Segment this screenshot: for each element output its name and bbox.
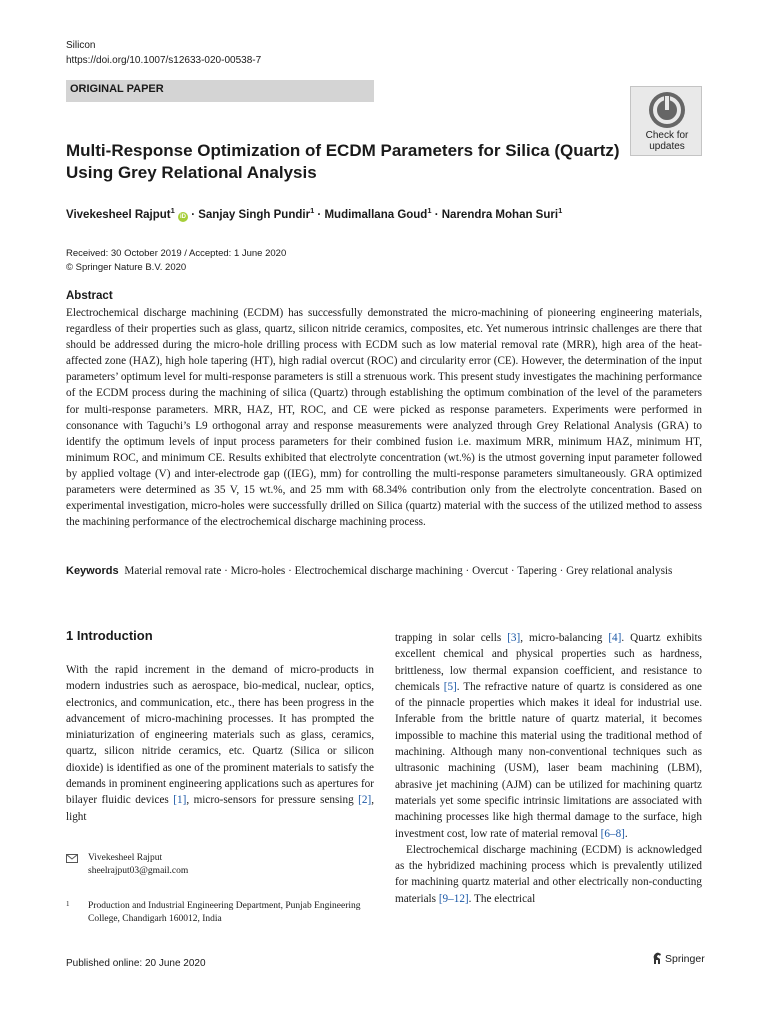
keywords xyxy=(66,563,702,579)
corresponding-author-footnote xyxy=(66,852,188,878)
author-list: Vivekesheel Rajput$^1$ iD · Sanjay Singh Pundir$^1$ · Mudimallana Goud$^1$ · Narendra Mohan Suri$^1$ xyxy=(66,206,563,221)
body-text: . The electrical xyxy=(468,892,536,905)
keywords-text: Material removal rate · Micro-holes · Electrochemical discharge machining · Overcut · Tapering · Grey relational analysis xyxy=(124,565,673,577)
body-text: . The refractive nature of quartz is considered as one of the pinnacle properties which makes it ideal for industrial use. Inferable from the brittle nature of quartz material, it becomes impossible to machine this material using the traditional method of machining. Although many non-conventional techniques such as ultrasonic machining (USM), laser beam machining (LBM), abrasive jet machining (AJM) can be utilized for machining quartz materials yet some specific intrinsic limitations are associated with machining processes like high thermal damage to the surface, high investment cost, low rate of material removal xyxy=(395,680,702,840)
author-email-link[interactable]: sheelrajput03@gmail.com xyxy=(88,866,189,876)
body-text: . xyxy=(624,827,628,840)
author-footnote-name: Vivekesheel Rajput xyxy=(88,853,163,863)
author-affiliation-mark: 1 xyxy=(170,206,175,215)
body-text: , micro-balancing xyxy=(520,632,609,644)
springer-horse-icon xyxy=(651,952,663,965)
copyright-notice: © Springer Nature B.V. 2020 xyxy=(66,262,187,273)
orcid-icon[interactable]: iD xyxy=(180,213,186,220)
citation-link[interactable]: [5] xyxy=(443,680,457,693)
body-text: With the rapid increment in the demand of micro-products in modern industries such as aerospace, bio-medical, nuclear, optics, electronics, and communication, etc., there has been progress in the advancement of micro-machining processes. It has prompted the miniaturization of engineering materials such as glass, ceramics, quartz, silicon nitride ceramics, etc. Quartz (Silica or silicon dioxide) is identified as one of the prominent materials to satisfy the demands in prominent engineering applications such as apertures for bilayer fluidic devices xyxy=(66,664,374,807)
check-for-updates-badge[interactable] xyxy=(630,86,702,156)
author-name[interactable]: Narendra Mohan Suri xyxy=(441,208,559,221)
badge-line-1: Check for xyxy=(645,130,689,141)
envelope-icon xyxy=(66,854,78,863)
journal-name: Silicon xyxy=(66,40,96,51)
abstract-heading: Abstract xyxy=(66,290,113,302)
author-affiliation-mark: 1 xyxy=(558,206,563,215)
body-text: trapping in solar cells xyxy=(395,632,508,644)
affiliation-text: Production and Industrial Engineering Department, Punjab Engineering College, Chandigarh 160012, India xyxy=(88,901,361,924)
affiliation-footnote xyxy=(66,900,378,926)
received-accepted-dates: Received: 30 October 2019 / Accepted: 1 June 2020 xyxy=(66,248,287,259)
paragraph xyxy=(395,630,702,842)
citation-link[interactable]: [1] xyxy=(173,794,187,807)
author-name[interactable]: Vivekesheel Rajput xyxy=(66,208,171,221)
paper-title: Multi-Response Optimization of ECDM Parameters for Silica (Quartz) Using Grey Relational Analysis xyxy=(66,141,620,182)
paragraph xyxy=(395,842,702,907)
affiliation-mark: 1 xyxy=(66,900,70,908)
keywords-label: Keywords xyxy=(66,565,119,577)
citation-link[interactable]: [9–12] xyxy=(438,892,469,905)
body-text-column-1 xyxy=(66,662,374,825)
body-text-column-2 xyxy=(395,630,702,907)
paper-type-label: ORIGINAL PAPER xyxy=(66,80,374,102)
citation-link[interactable]: [6–8] xyxy=(600,827,625,840)
author-affiliation-mark: 1 xyxy=(310,206,315,215)
publisher-name: Springer xyxy=(665,953,705,965)
citation-link[interactable]: [3] xyxy=(507,632,521,644)
citation-link[interactable]: [2] xyxy=(358,794,372,807)
author-name[interactable]: Mudimallana Goud xyxy=(324,208,428,221)
doi-link[interactable]: https://doi.org/10.1007/s12633-020-00538-7 xyxy=(66,55,262,66)
author-affiliation-mark: 1 xyxy=(427,206,432,215)
author-name[interactable]: Sanjay Singh Pundir xyxy=(198,208,311,221)
published-online-date: Published online: 20 June 2020 xyxy=(66,958,206,969)
check-for-updates-icon xyxy=(647,90,687,130)
section-heading-introduction: 1 Introduction xyxy=(66,628,153,643)
citation-link[interactable]: [4] xyxy=(608,632,622,644)
body-text: , micro-sensors for pressure sensing xyxy=(186,794,359,807)
body-text: . Quartz exhibits excellent chemical and physical properties such as hardness, brittleness, low thermal expansion coefficient, and resistance to chemicals xyxy=(395,632,703,693)
body-text: Electrochemical discharge machining (ECDM) is acknowledged as the hybridized machining process which is prevalently utilized for machining quartz material and other electrically non-conducting materials xyxy=(395,843,702,905)
abstract-text: Electrochemical discharge machining (ECDM) has successfully demonstrated the micro-machining of pioneering engineering materials, regardless of their properties such as glass, quartz, silicon nitride ceramics, composites, etc. Yet numerous intrinsic challenges are there that should be addressed during the micro-hole drilling process with ECDM such as low material removal rate (MRR), high area of the heat-affected zone (HAZ), high hole tapering (HT), high radial overcut (ROC) and circularity error (CE). However, the determination of the input parameters’ optimum level for multi-response parameters is still a strenuous work. This present study investigates the machining performance of the ECDM process during the machining of silica (Quartz) through establishing the optimum combination of the level of the parameters for multi-response parameters. MRR, HAZ, HT, ROC, and CE were picked as response parameters. Experiments were performed in consonance with Taguchi’s L9 orthogonal array and response measurements were analyzed through Grey Relational Analysis (GRA) to identify the optimum levels of input process parameters for their combined fusion i.e. maximum MRR, minimum HAZ, minimum HT, minimum ROC, and minimum CE. Results exhibited that electrolyte concentration (wt.%) is the utmost governing input parameter followed by applied voltage (V) and inter-electrode gap ((IEG), mm) for controlling the multi-response parameters simultaneously. GRA optimized parameters were determined as 35 V, 15 wt.%, and 25 mm with 68.34% contribution only from the electrolyte concentration. Based on experimental investigation, micro-holes were successfully drilled on Silica (quartz) material with the success of the utilized method to assess the machining performance of the electrochemical discharge machining process. xyxy=(66,307,702,529)
body-text: , light xyxy=(66,794,375,823)
badge-line-2: updates xyxy=(649,141,685,152)
publisher-logo[interactable] xyxy=(651,952,705,965)
